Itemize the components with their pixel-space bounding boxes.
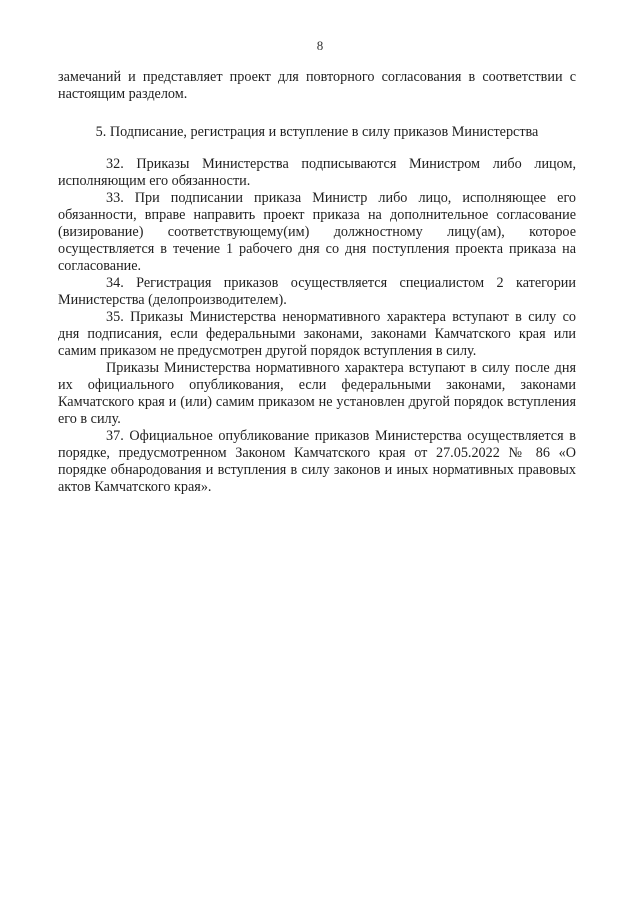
section-heading: 5. Подписание, регистрация и вступление в силу приказов Министерства: [95, 124, 539, 140]
continuation-paragraph: [58, 69, 576, 103]
paragraph-37: 37. Официальное опубликование приказов Министерства осуществляется в порядке, предусмотренном Законом Камчатского края от 27.05.2022 № 86 «О порядке обнародования и вступления в силу законов и иных нормативных правовых актов Камчатского края».: [58, 428, 576, 495]
paragraph-text: замечаний и представляет проект для повторного согласования в соответствии с настоящим разделом.: [58, 69, 576, 102]
section-body: [58, 156, 576, 496]
page-number: 8: [316, 38, 324, 53]
paragraph-32: 32. Приказы Министерства подписываются Министром либо лицом, исполняющим его обязанности.: [58, 156, 576, 189]
paragraph-34: 34. Регистрация приказов осуществляется специалистом 2 категории Министерства (делопроизводителем).: [58, 275, 576, 308]
paragraph-36: Приказы Министерства нормативного характера вступают в силу после дня их официального опубликования, если федеральными законами, законами Камчатского края и (или) самим приказом не установлен другой порядок вступления его в силу.: [58, 360, 576, 427]
paragraph-33: 33. При подписании приказа Министр либо лицо, исполняющее его обязанности, вправе направить проект приказа на дополнительное согласование (визирование) соответствующему(им) должностному лицу(ам), которое осуществляется в течение 1 рабочего дня со дня поступления проекта приказа на согласование.: [58, 190, 576, 274]
paragraph-35: 35. Приказы Министерства ненормативного характера вступают в силу со дня подписания, если федеральными законами, законами Камчатского края или самим приказом не предусмотрен другой порядок вступления в силу.: [58, 309, 576, 359]
